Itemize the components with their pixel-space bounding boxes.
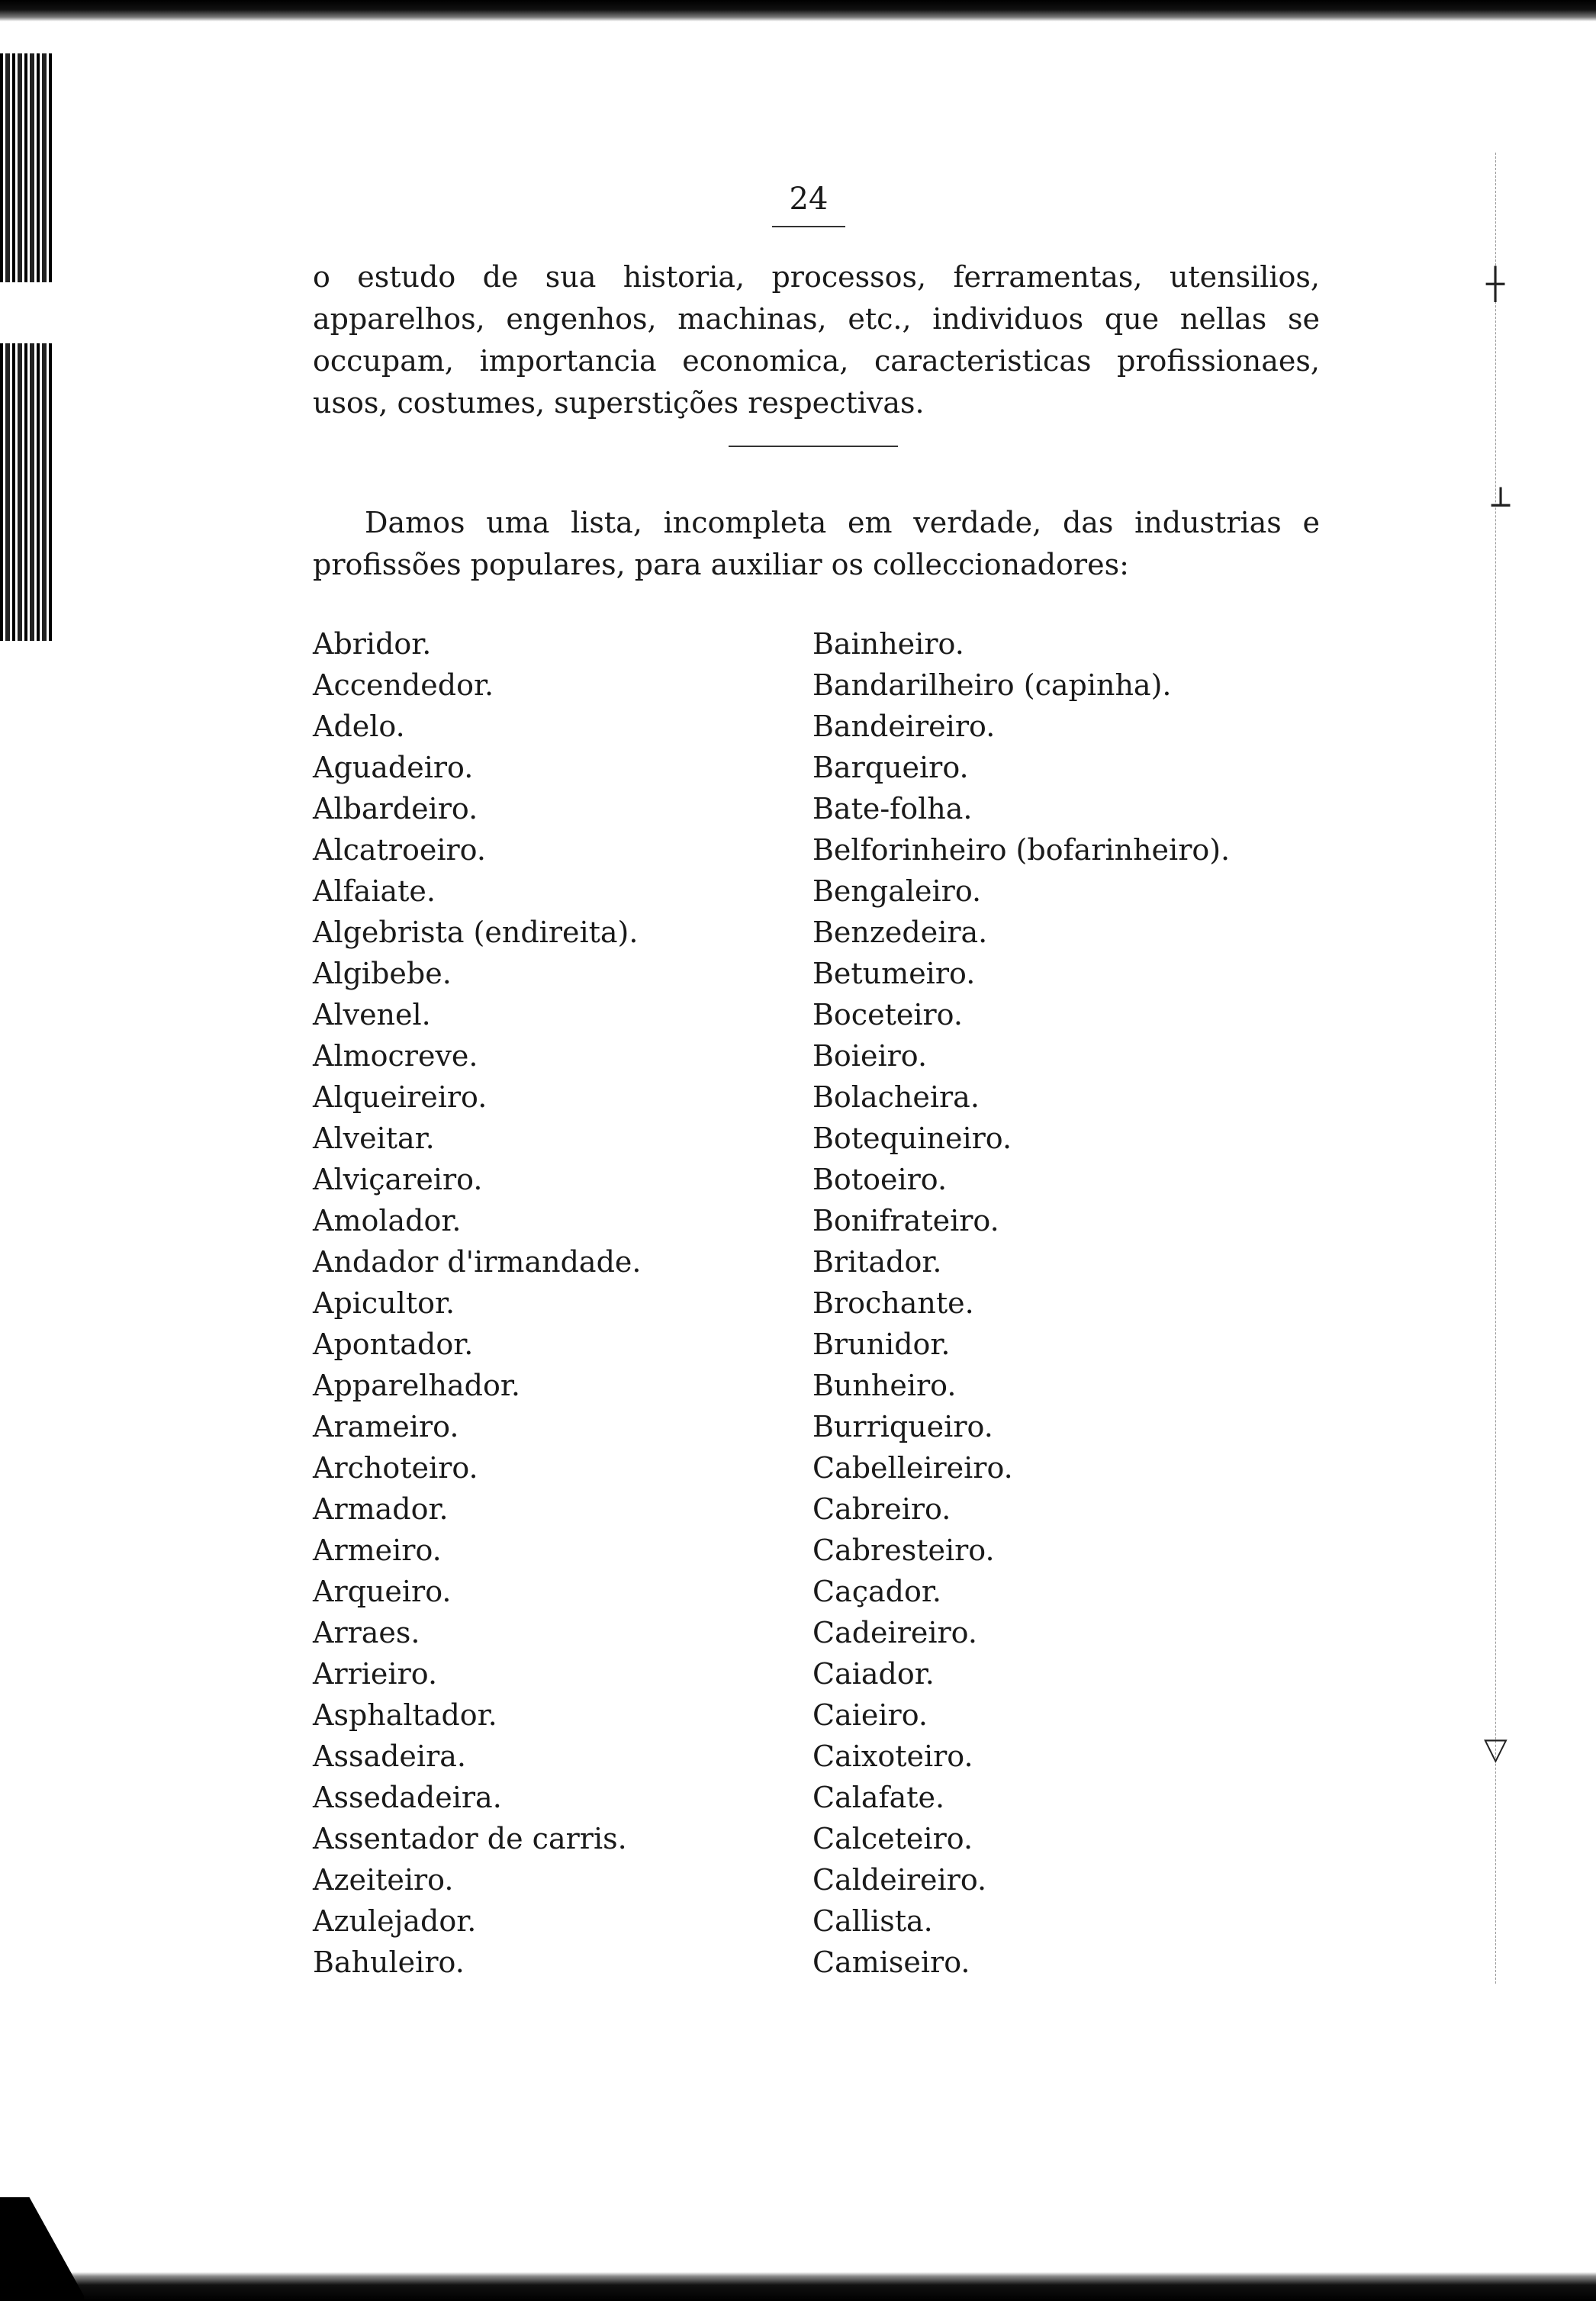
page-number: 24 <box>789 182 829 217</box>
list-item: Cabreiro. <box>812 1492 951 1526</box>
list-item: Alfaiate. <box>313 874 436 908</box>
list-item: Azeiteiro. <box>313 1863 454 1897</box>
list-item: Caieiro. <box>812 1698 928 1732</box>
list-item: Bandarilheiro (capinha). <box>812 668 1172 702</box>
list-item: Cabelleireiro. <box>812 1451 1013 1485</box>
list-item: Bengaleiro. <box>812 874 982 908</box>
list-item: Assentador de carris. <box>313 1822 627 1855</box>
list-item: Caixoteiro. <box>812 1739 973 1773</box>
list-item: Barqueiro. <box>812 751 969 784</box>
list-item: Apontador. <box>313 1328 474 1361</box>
page-number-rule <box>772 226 845 227</box>
binding-edge-lower <box>0 343 53 641</box>
list-item: Brochante. <box>812 1286 974 1320</box>
list-item: Alcatroeiro. <box>313 833 486 867</box>
list-item: Alqueireiro. <box>313 1080 487 1114</box>
list-item: Bunheiro. <box>812 1369 957 1402</box>
list-item: Armeiro. <box>313 1533 442 1567</box>
margin-rule-marks <box>1495 153 1497 1984</box>
list-item: Assadeira. <box>313 1739 466 1773</box>
list-item: Caldeireiro. <box>812 1863 987 1897</box>
list-item: Boieiro. <box>812 1039 928 1073</box>
scan-bottom-edge <box>0 2272 1596 2301</box>
list-item: Belforinheiro (bofarinheiro). <box>812 833 1231 867</box>
list-item: Apparelhador. <box>313 1369 520 1402</box>
list-item: Boceteiro. <box>812 998 963 1031</box>
list-item: Cabresteiro. <box>812 1533 995 1567</box>
list-item: Caiador. <box>812 1657 935 1691</box>
list-item: Arrieiro. <box>313 1657 438 1691</box>
list-item: Accendedor. <box>313 668 494 702</box>
list-item: Burriqueiro. <box>812 1410 993 1443</box>
list-item: Bolacheira. <box>812 1080 980 1114</box>
list-intro-paragraph: Damos uma lista, incompleta em verdade, das industrias e profissões populares, para auxiliar os colleccionadores: <box>313 506 1320 581</box>
list-item: Bahuleiro. <box>313 1945 465 1979</box>
section-divider <box>729 446 898 447</box>
margin-mark-triangle-icon: ▽ <box>1484 1732 1508 1767</box>
list-item: Algibebe. <box>313 957 452 990</box>
binding-edge-upper <box>0 53 53 282</box>
list-item: Aguadeiro. <box>313 751 474 784</box>
list-item: Bainheiro. <box>812 627 964 661</box>
list-item: Arameiro. <box>313 1410 459 1443</box>
list-item: Azulejador. <box>313 1904 477 1938</box>
list-item: Botequineiro. <box>812 1122 1012 1155</box>
list-item: Arqueiro. <box>313 1575 452 1608</box>
list-item: Betumeiro. <box>812 957 976 990</box>
list-item: Callista. <box>812 1904 933 1938</box>
scan-bottom-corner <box>0 2197 84 2301</box>
list-item: Cadeireiro. <box>812 1616 977 1649</box>
list-item: Apicultor. <box>313 1286 455 1320</box>
list-item: Brunidor. <box>812 1328 951 1361</box>
list-item: Asphaltador. <box>313 1698 497 1732</box>
list-item: Calafate. <box>812 1781 945 1814</box>
list-item: Camiseiro. <box>812 1945 970 1979</box>
intro-paragraph: o estudo de sua historia, processos, ferramentas, utensilios, apparelhos, engenhos, machinas, etc., individuos que nellas se occupam, importancia economica, caracteristicas profissionaes, usos, costumes, superstições respectivas. <box>313 260 1320 420</box>
list-item: Arraes. <box>313 1616 420 1649</box>
list-item: Calceteiro. <box>812 1822 973 1855</box>
list-item: Alviçareiro. <box>313 1163 483 1196</box>
profession-list-column-b <box>812 623 1308 1983</box>
list-item: Assedadeira. <box>313 1781 502 1814</box>
list-item: Britador. <box>812 1245 942 1279</box>
list-item: Abridor. <box>313 627 432 661</box>
list-item: Bandeireiro. <box>812 710 996 743</box>
list-item: Andador d'irmandade. <box>313 1245 642 1279</box>
list-item: Amolador. <box>313 1204 462 1237</box>
list-item: Botoeiro. <box>812 1163 948 1196</box>
list-item: Almocreve. <box>313 1039 478 1073</box>
list-item: Albardeiro. <box>313 792 478 825</box>
list-item: Bonifrateiro. <box>812 1204 999 1237</box>
list-item: Alveitar. <box>313 1122 435 1155</box>
margin-mark-tick-icon: ┴ <box>1491 488 1511 523</box>
list-item: Caçador. <box>812 1575 941 1608</box>
list-item: Archoteiro. <box>313 1451 478 1485</box>
profession-list-column-a <box>313 623 771 1983</box>
list-item: Alvenel. <box>313 998 431 1031</box>
list-item: Algebrista (endireita). <box>313 916 639 949</box>
list-item: Armador. <box>313 1492 449 1526</box>
scan-top-edge <box>0 0 1596 21</box>
list-item: Benzedeira. <box>812 916 988 949</box>
list-item: Adelo. <box>313 710 405 743</box>
margin-mark-cross-icon: ┼ <box>1486 267 1505 302</box>
list-item: Bate-folha. <box>812 792 973 825</box>
